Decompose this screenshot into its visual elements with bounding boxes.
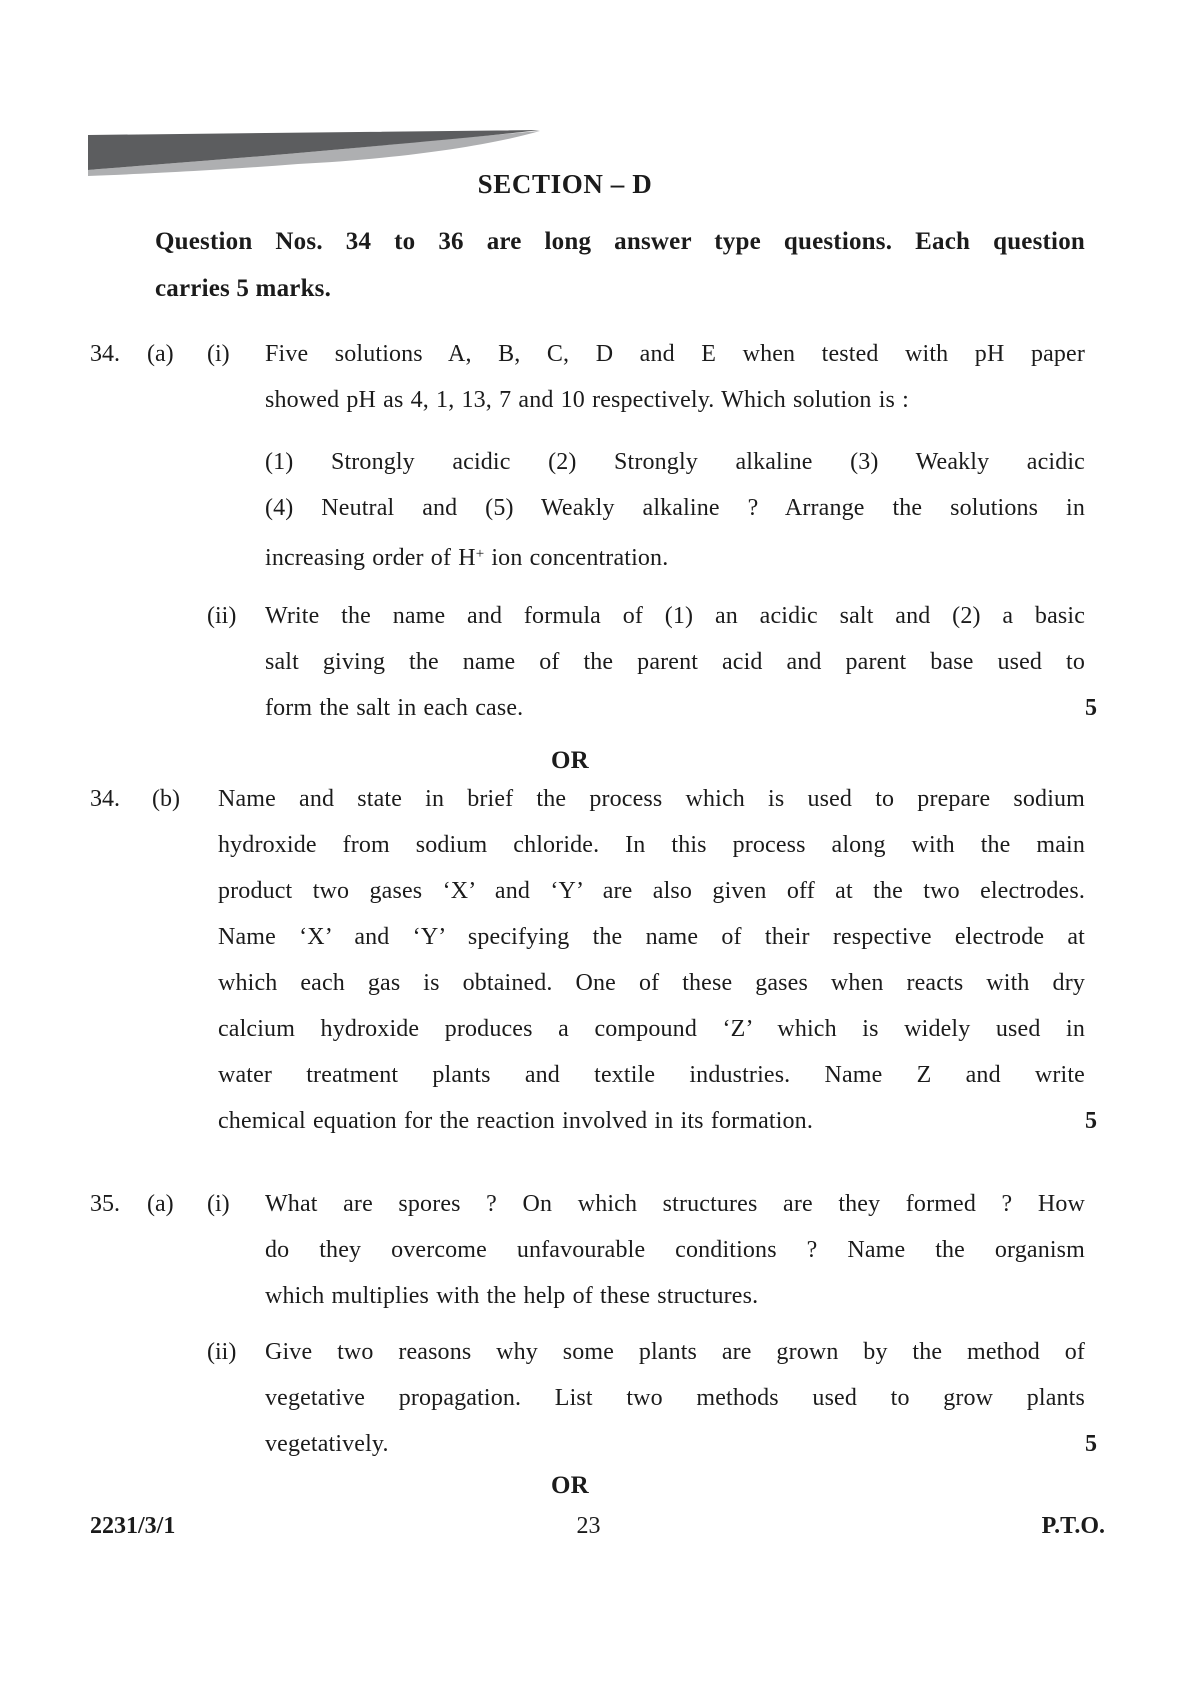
question-text: [218, 776, 1085, 1144]
question-34a-i: [90, 331, 1100, 423]
question-text: [265, 1329, 1085, 1467]
text-line: which multiplies with the help of these structures.: [265, 1283, 759, 1309]
question-number: 34.: [90, 786, 120, 812]
page-number: 23: [576, 1513, 601, 1539]
question-35a-i: [90, 1181, 1100, 1319]
text-line: which each gas is obtained. One of these gases when reacts with dry: [218, 970, 1085, 996]
text-segment: ion concentration.: [484, 545, 669, 571]
page-footer: [90, 1506, 1105, 1546]
pto-label: P.T.O.: [1041, 1513, 1105, 1539]
or-separator: OR: [550, 1472, 590, 1499]
question-text: [265, 593, 1085, 731]
text-line: water treatment plants and textile industries. Name Z and write: [218, 1062, 1085, 1088]
text-line: chemical equation for the reaction involved in its formation.: [218, 1108, 813, 1134]
text-line: form the salt in each case.: [265, 695, 524, 721]
question-subpart-label: (ii): [207, 603, 237, 629]
text-line: hydroxide from sodium chloride. In this process along with the main: [218, 832, 1085, 858]
text-line: calcium hydroxide produces a compound ‘Z’ which is widely used in: [218, 1016, 1085, 1042]
question-34a-i-options: [265, 439, 1085, 581]
text-line: Name ‘X’ and ‘Y’ specifying the name of their respective electrode at: [218, 924, 1085, 950]
text-line: Write the name and formula of (1) an acidic salt and (2) a basic: [265, 603, 1085, 629]
question-subpart-label: (i): [207, 1191, 230, 1217]
question-subpart-label: (ii): [207, 1339, 237, 1365]
question-text: [265, 331, 1085, 423]
question-part-label: (b): [152, 786, 180, 812]
text-line: (4) Neutral and (5) Weakly alkaline ? Arrange the solutions in: [265, 495, 1085, 521]
section-title: SECTION – D: [477, 169, 653, 199]
text-segment: increasing order of H: [265, 545, 476, 571]
question-34b: [90, 776, 1100, 1144]
text-line: showed pH as 4, 1, 13, 7 and 10 respectively. Which solution is :: [265, 387, 909, 413]
text-line: Give two reasons why some plants are grown by the method of: [265, 1339, 1085, 1365]
question-34a-ii: [207, 593, 1100, 731]
paper-code: 2231/3/1: [90, 1513, 176, 1539]
instruction-line: Question Nos. 34 to 36 are long answer type questions. Each question: [155, 228, 1085, 255]
question-part-label: (a): [147, 341, 174, 367]
instruction-line: carries 5 marks.: [155, 275, 332, 302]
question-number: 35.: [90, 1191, 120, 1217]
marks-value: 5: [1085, 695, 1097, 721]
text-line: (1) Strongly acidic (2) Strongly alkaline (3) Weakly acidic: [265, 449, 1085, 475]
text-line: vegetatively.: [265, 1431, 389, 1457]
text-line: vegetative propagation. List two methods used to grow plants: [265, 1385, 1085, 1411]
text-line: What are spores ? On which structures are they formed ? How: [265, 1191, 1085, 1217]
text-line: [265, 531, 1085, 581]
text-line: salt giving the name of the parent acid and parent base used to: [265, 649, 1085, 675]
text-line: Name and state in brief the process which is used to prepare sodium: [218, 786, 1085, 812]
question-35a-ii: [207, 1329, 1100, 1467]
question-subpart-label: (i): [207, 341, 230, 367]
section-instructions: [155, 218, 1085, 312]
text-line: do they overcome unfavourable conditions ? Name the organism: [265, 1237, 1085, 1263]
question-part-label: (a): [147, 1191, 174, 1217]
superscript-plus: +: [475, 546, 485, 562]
text-line: Five solutions A, B, C, D and E when tested with pH paper: [265, 341, 1085, 367]
question-text: [265, 1181, 1085, 1319]
text-line: product two gases ‘X’ and ‘Y’ are also given off at the two electrodes.: [218, 878, 1085, 904]
marks-value: 5: [1085, 1431, 1097, 1457]
or-separator: OR: [550, 747, 590, 774]
marks-value: 5: [1085, 1108, 1097, 1134]
question-number: 34.: [90, 341, 120, 367]
